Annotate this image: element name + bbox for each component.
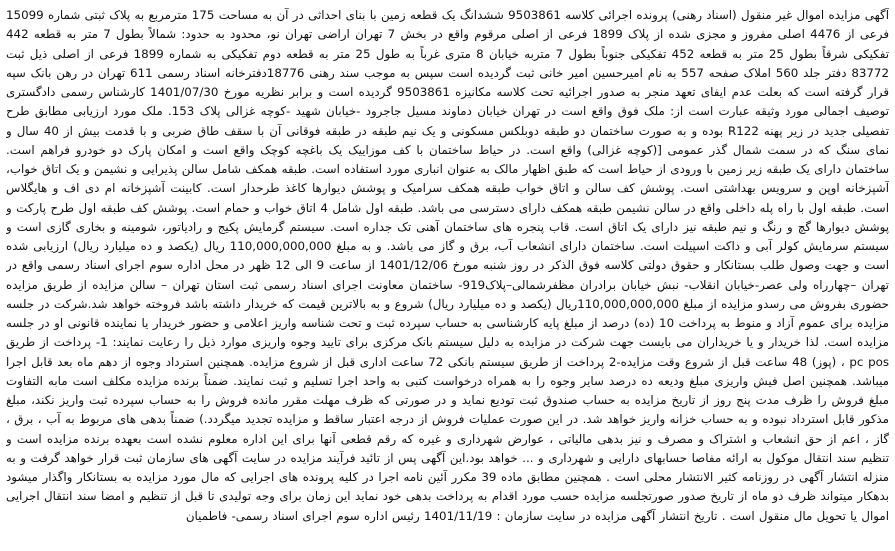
notice-text: آگهی مزایده اموال غیر منقول (اسناد رهنی) پرونده اجرائی کلاسه 9503861 ششدانگ یک قطعه زمین با بنای احداثی در آن به مساحت 175 مترمربع به پلاک ثبتی شماره 15099 فرعی از 4476 اصلی مفروز و مجزی شده از پلاک 1899 فرعی از اصلی مرقوم واقع در بخش 7 تهران اراضی تهران نو، محدود به حدود: شمالاً بطول 7 متر به قطعه 442 تفکیکی شرقاً بطول 25 متر به قطعه 452 تفکیکی جنوباً بطول 7 متربه خیابان 8 متری غرباً به طول 25 متر به قطعه دوم تفکیکی به شماره 1899 فرعی از اصلی ذیل ثبت 83772 دفتر جلد 560 املاک صفحه 557 به نام امیرحسین امیر خانی ثبت گردیده است سپس به موجب سند رهنی 18776دفترخانه اسناد رسمی 611 تهران در رهن بانک سپه قرار گرفته است که بعلت عدم ایفای تعهد منجر به صدور اجرائیه تحت کلاسه مکانیزه 9503861 گردیده است و برابر نظریه مورخ 1401/07/30 کارشناس رسمی دادگستری توصیف اجمالی مورد وثیقه عبارت است از: ملک فوق واقع است در تهران خیابان دماوند مسیل جاجرود -خیابان شهید -کوچه غزالی پلاک 153. ملک مورد ارزیابی مطابق طرح تفصیلی جدید در زیر پهنه R122 بوده و به صورت ساختمان دو طبقه دوبلکس مسکونی و یک نیم طبقه در طبقه فوقانی آن با سقف طاق ضربی و با قدمت بیش از 40 سال و نمای سنگ که در سمت شمال گذر عمومی [(کوچه غزالی) واقع است. در حیاط ساختمان با کف موزاییک یک باغچه کوچک واقع است و امکان پارک دو خودرو فراهم است. ساختمان دارای یک طبقه زیر زمین با ورودی از حیاط است که طبق اظهار مالک به عنوان انباری مورد استفاده است. طبقه همکف شامل سالن پذیرایی و نشیمن و یک اتاق خواب، آشپزخانه اوپن و سرویس بهداشتی است. پوشش کف سالن و اتاق خواب طبقه همکف سرامیک و پوشش دیوارها کاغذ طرحدار است. کابینت آشپزخانه ام دی اف و هایگلاس است. طبقه اول با راه پله داخلی واقع در سالن نشیمن طبقه همکف دارای دسترسی می باشد. طبقه اول شامل 4 اتاق خواب و حمام است. پوشش کف طبقه اول طرح پارکت و پوشش دیوارها گچ و رنگ و نیم طبقه نیز دارای یک اتاق است. قاب پنجره های ساختمان آهنی تک جداره است. سیستم گرمایش پکیج و رادیاتور، شومینه و بخاری گازی است و سیستم سرمایش کولر آبی و داکت اسپیلت است. ساختمان دارای انشعاب آب، برق و گاز می باشد. و به مبلغ 110,000,000,000 ریال (یکصد و ده میلیارد ریال) ارزیابی شده است و جهت وصول طلب بستانکار و حقوق دولتی کلاسه فوق الذکر در روز شنبه مورخ 1401/12/06 از ساعت 9 الی 12 ظهر در محل اداره سوم اجرای اسناد رسمی واقع در تهران –چهارراه ولی عصر-خیابان انقلاب- نبش خیابان برادران مظفرشمالی–پلاک919- ساختمان معاونت اجرای اسناد رسمی ثبت استان تهران – سالن مزایده از طریق مزایده حضوری بفروش می رسدو مزایده از مبلغ 110,000,000,000ریال (یکصد و ده میلیارد ریال) شروع و به بالاترین قیمت که خریدار داشته باشد فروخته خواهد شد.شرکت در جلسه مزایده برای عموم آزاد و منوط به پرداخت 10 (ده) درصد از مبلغ پایه کارشناسی به حساب سپرده ثبت و تحت شناسه واریز اعلامی و حضور خریدار یا نماینده قانونی او در جلسه مزایده است. لذا خریدار و یا خریداران می بایست جهت شرکت در مزایده به دلیل سیستم بانک مرکزی برای تایید وجوه واریزی موارد ذیل را رعایت نمایند: 1- پرداخت از طریق pc pos ، (پوز) 48 ساعت قبل از شروع وقت مزایده-2 پرداخت از طریق سیستم بانکی 72 ساعت اداری قبل از شروع مزایده. همچنین استرداد وجوه از دهم ماه بعد قابل اجرا میباشد. همچنین اصل فیش واریزی مبلغ ودیعه ده درصد سایر وجوه را به همراه درخواست کتبی به واحد اجرا تسلیم و ثبت نمایند. ضمناً برنده مزایده مکلف است مابه التفاوت مبلغ فروش را ظرف مدت پنج روز از تاریخ مزایده به حساب صندوق ثبت تودیع نماید و در صورتی که ظرف مهلت مقرر مانده فروش را به حساب سپرده ثبت واریز نکند، مبلغ مذکور قابل استرداد نبوده و به حساب خزانه واریز خواهد شد. در این صورت عملیات فروش از درجه اعتبار ساقط و مزایده تجدید میگردد.) ضمناً بدهی های مربوط به آب ، برق ، گاز ، اعم از حق انشعاب و اشتراک و مصرف و نیز بدهی مالیاتی ، عوارض شهرداری و غیره که رقم قطعی آنها برای این اداره معلوم نشده است بعهده برنده مزایده است و تنظیم سند انتقال موکول به ارائه مفاصا حسابهای دارایی و شهرداری و ... خواهد بود.این آگهی پس از تائید فرآیند مزایده در سایت آگهی های سازمان ثبت قرار خواهد گرفت و به منزله انتشار آگهی در روزنامه کثیر الانتشار محلی است . همچنین مطابق ماده 39 مکرر آئین نامه اجرا در کلیه پرونده های اجرایی که مال مورد مزایده به بستانکار واگذار میشود بدهکار میتواند ظرف دو ماه از تاریخ صدور صورتجلسه مزایده حسب مورد اقدام به پرداخت بدهی خود نماید این زمان برای وجه تولیدی تا قبل از تنظیم و امضا سند انتقال اجرایی اموال یا تحویل مال منقول است . تاریخ انتشار آگهی مزایده در سایت سازمان : 1401/11/19 رئیس اداره سوم اجرای اسناد رسمی- فاطمیان <box>6 8 889 523</box>
auction-notice <box>6 6 889 547</box>
